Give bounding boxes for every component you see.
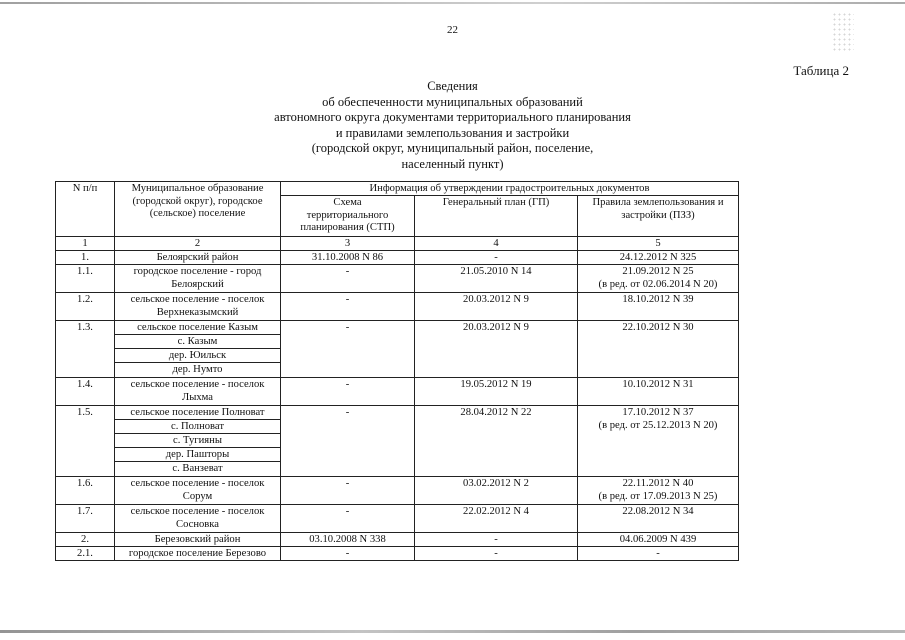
row-name xyxy=(114,264,281,293)
row-subname: дер. Юильск xyxy=(114,348,281,363)
table-label: Таблица 2 xyxy=(793,63,849,78)
row-name-line: сельское поселение - поселок xyxy=(130,379,265,390)
row-name-line: сельское поселение - поселок xyxy=(130,478,265,489)
header-stp xyxy=(280,195,415,237)
row-name: сельское поселение Казым xyxy=(114,320,281,335)
heading-line: об обеспеченности муниципальных образований xyxy=(322,94,583,109)
heading-line: и правилами землепользования и застройки xyxy=(335,125,570,140)
row-stp: - xyxy=(280,405,415,477)
row-name-line: сельское поселение - поселок xyxy=(130,294,265,305)
row-num: 1.3. xyxy=(55,320,115,378)
row-name: сельское поселение Полноват xyxy=(114,405,281,420)
row-num: 1.4. xyxy=(55,377,115,406)
heading-line: Сведения xyxy=(427,79,478,93)
row-stp: 03.10.2008 N 338 xyxy=(280,532,415,547)
row-pzz: - xyxy=(577,546,739,561)
row-name-line: Сорум xyxy=(182,490,213,502)
row-stp: - xyxy=(280,377,415,406)
row-gp: 19.05.2012 N 19 xyxy=(414,377,578,406)
row-stp: 31.10.2008 N 86 xyxy=(280,250,415,265)
row-subname: с. Казым xyxy=(114,334,281,349)
index-cell: 5 xyxy=(577,236,739,251)
row-stp: - xyxy=(280,546,415,561)
row-subname: дер. Пашторы xyxy=(114,447,281,462)
row-num: 2.1. xyxy=(55,546,115,561)
row-stp: - xyxy=(280,476,415,505)
row-name xyxy=(114,377,281,406)
heading-line: населенный пункт) xyxy=(401,156,504,171)
row-num: 1.2. xyxy=(55,292,115,321)
header-pzz-line: Правила землепользования и xyxy=(592,197,724,208)
row-pzz: 22.10.2012 N 30 xyxy=(577,320,739,378)
header-stp-line: планирования (СТП) xyxy=(300,222,395,233)
row-pzz-line: (в ред. от 25.12.2013 N 20) xyxy=(598,419,718,431)
row-pzz xyxy=(577,476,739,505)
heading-line: автономного округа документами территориального планирования xyxy=(274,110,631,125)
header-mo xyxy=(114,181,281,237)
row-subname: с. Тугияны xyxy=(114,433,281,448)
row-num: 1.5. xyxy=(55,405,115,477)
index-cell: 2 xyxy=(114,236,281,251)
row-pzz-line: 17.10.2012 N 37 xyxy=(622,407,694,418)
row-gp: 20.03.2012 N 9 xyxy=(414,320,578,378)
row-name xyxy=(114,476,281,505)
row-num: 1.1. xyxy=(55,264,115,293)
row-name xyxy=(114,504,281,533)
header-pzz xyxy=(577,195,739,237)
row-num: 1.6. xyxy=(55,476,115,505)
row-name xyxy=(114,292,281,321)
row-pzz: 18.10.2012 N 39 xyxy=(577,292,739,321)
scan-edge-bottom xyxy=(0,630,905,633)
row-gp: 28.04.2012 N 22 xyxy=(414,405,578,477)
row-pzz-line: 22.11.2012 N 40 xyxy=(622,478,694,489)
row-num: 1. xyxy=(55,250,115,265)
index-cell: 4 xyxy=(414,236,578,251)
row-stp: - xyxy=(280,504,415,533)
header-gp xyxy=(414,195,578,237)
row-pzz: 04.06.2009 N 439 xyxy=(577,532,739,547)
row-name-line: сельское поселение - поселок xyxy=(130,506,265,517)
row-pzz-line: 21.09.2012 N 25 xyxy=(622,266,694,277)
header-info-label: Информация об утверждении градостроительных документов xyxy=(369,183,650,194)
row-gp: 03.02.2012 N 2 xyxy=(414,476,578,505)
row-gp: - xyxy=(414,250,578,265)
row-pzz: 22.08.2012 N 34 xyxy=(577,504,739,533)
header-gp-label: Генеральный план (ГП) xyxy=(442,197,550,208)
row-name: Белоярский район xyxy=(114,250,281,265)
row-pzz xyxy=(577,405,739,477)
row-gp: 22.02.2012 N 4 xyxy=(414,504,578,533)
row-name-line: Лыхма xyxy=(182,391,213,403)
row-pzz-line: (в ред. от 17.09.2013 N 25) xyxy=(598,490,718,502)
header-num xyxy=(55,181,115,237)
row-subname: дер. Нумто xyxy=(114,362,281,378)
row-stp: - xyxy=(280,320,415,378)
row-subname: с. Полноват xyxy=(114,419,281,434)
page-number: 22 xyxy=(447,24,458,36)
row-name: Березовский район xyxy=(114,532,281,547)
row-gp: 21.05.2010 N 14 xyxy=(414,264,578,293)
row-stp: - xyxy=(280,264,415,293)
row-stp: - xyxy=(280,292,415,321)
row-gp: - xyxy=(414,532,578,547)
header-pzz-line: застройки (ПЗЗ) xyxy=(621,209,695,221)
row-subname: с. Ванзеват xyxy=(114,461,281,477)
row-name: городское поселение Березово xyxy=(114,546,281,561)
header-mo-line: Муниципальное образование xyxy=(131,183,264,194)
row-name-line: городское поселение - город xyxy=(133,266,262,277)
row-pzz-line: (в ред. от 02.06.2014 N 20) xyxy=(598,278,718,290)
header-info xyxy=(280,181,739,196)
row-gp: - xyxy=(414,546,578,561)
header-stp-line: Схема xyxy=(333,197,362,208)
index-cell: 1 xyxy=(55,236,115,251)
row-name-line: Сосновка xyxy=(176,518,219,530)
header-stp-line: территориального xyxy=(306,209,389,221)
row-num: 2. xyxy=(55,532,115,547)
row-gp: 20.03.2012 N 9 xyxy=(414,292,578,321)
index-cell: 3 xyxy=(280,236,415,251)
header-num-label: N п/п xyxy=(72,183,98,194)
row-pzz xyxy=(577,264,739,293)
row-name-line: Верхнеказымский xyxy=(156,306,239,318)
row-pzz: 24.12.2012 N 325 xyxy=(577,250,739,265)
header-mo-line: (городской округ), городское xyxy=(132,195,263,207)
row-name-line: Белоярский xyxy=(171,278,224,290)
heading-line: (городской округ, муниципальный район, поселение, xyxy=(311,141,594,156)
row-pzz: 10.10.2012 N 31 xyxy=(577,377,739,406)
header-mo-line: (сельское) поселение xyxy=(149,208,246,219)
row-num: 1.7. xyxy=(55,504,115,533)
